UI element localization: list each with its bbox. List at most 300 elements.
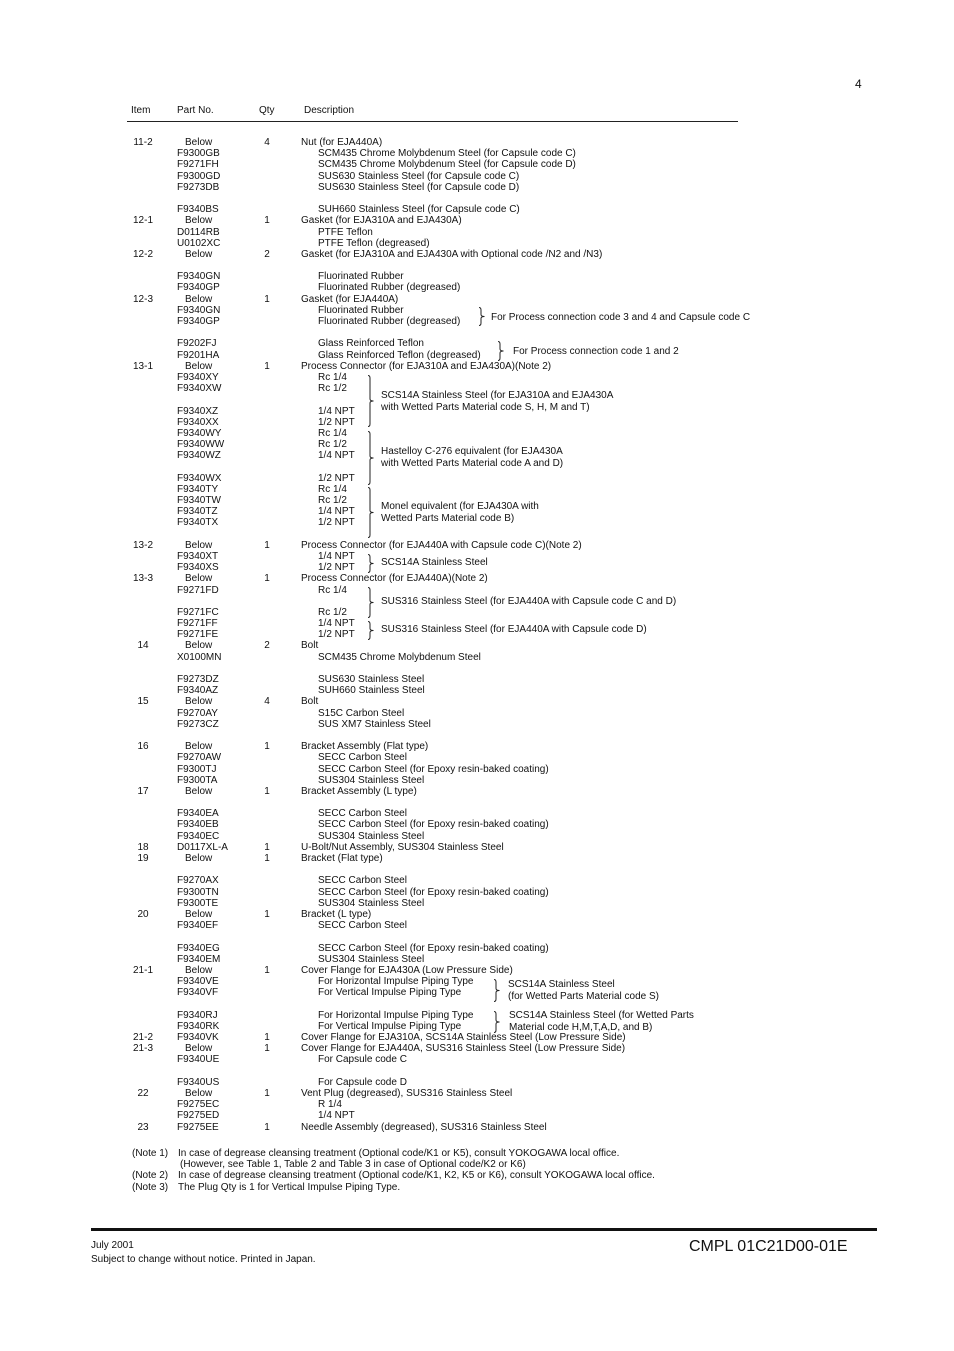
cell-qty: 2 xyxy=(264,640,270,652)
table-row xyxy=(0,875,954,886)
cell-description: SUS304 Stainless Steel xyxy=(318,774,425,786)
cell-description: Glass Reinforced Teflon xyxy=(318,338,424,350)
cell-qty: 1 xyxy=(264,539,270,551)
cell-part-no: F9300TJ xyxy=(177,763,217,775)
cell-part-no: F9271FC xyxy=(177,606,219,618)
cell-part-no: U0102XC xyxy=(177,237,221,249)
cell-item: 13-1 xyxy=(132,360,153,372)
cell-description: SECC Carbon Steel (for Epoxy resin-baked coating) xyxy=(318,819,549,831)
cell-part-no: F9340UE xyxy=(177,1054,220,1066)
cell-item: 16 xyxy=(137,741,149,753)
table-row xyxy=(0,338,954,349)
cell-part-no: F9340EB xyxy=(177,819,219,831)
cell-qty: 1 xyxy=(264,215,270,227)
cell-part-no: F9340AZ xyxy=(177,685,219,697)
cell-part-no: D0117XL-A xyxy=(177,841,228,853)
cell-description: Rc 1/2 xyxy=(318,495,347,506)
cell-item: 21-2 xyxy=(132,1032,153,1043)
table-row xyxy=(0,372,954,383)
cell-part-no: F9202FJ xyxy=(177,338,217,350)
page-number: 4 xyxy=(855,77,862,91)
footer-date: July 2001 xyxy=(91,1240,134,1251)
footer-rule xyxy=(91,1228,877,1231)
cell-part-no: F9340XW xyxy=(177,383,222,395)
header-rule xyxy=(127,121,738,122)
cell-part-no: F9340VE xyxy=(177,976,219,988)
cell-description: Gasket (for EJA440A) xyxy=(301,293,399,305)
brace-icon xyxy=(367,487,375,538)
cell-part-no: F9271FE xyxy=(177,629,219,641)
table-row xyxy=(0,764,954,775)
cell-part-no: F9271FH xyxy=(177,159,219,171)
cell-description: Cover Flange for EJA430A (Low Pressure Side) xyxy=(301,964,513,976)
bracket-text: SCS14A Stainless Steel (for Wetted Parts xyxy=(509,1010,694,1021)
cell-part-no: F9273DZ xyxy=(177,674,219,685)
cell-description: Gasket (for EJA310A and EJA430A with Optional code /N2 and /N3) xyxy=(301,248,603,260)
table-row xyxy=(0,1066,954,1077)
cell-item: 22 xyxy=(137,1087,149,1099)
table-row xyxy=(0,417,954,428)
cell-item: 17 xyxy=(137,785,149,797)
cell-part-no: F9270AX xyxy=(177,875,219,887)
table-row xyxy=(0,752,954,763)
cell-part-no: Below xyxy=(185,573,213,585)
cell-description: Rc 1/2 xyxy=(318,439,347,451)
cell-item: 21-1 xyxy=(132,964,153,976)
cell-description: Rc 1/4 xyxy=(318,584,347,596)
table-row xyxy=(0,182,954,193)
cell-part-no: Below xyxy=(185,853,213,864)
cell-description: Bracket (Flat type) xyxy=(301,853,383,864)
table-row xyxy=(0,943,954,954)
cell-qty: 4 xyxy=(264,137,270,148)
table-row xyxy=(0,931,954,942)
table-row xyxy=(0,227,954,238)
cell-item: 12-2 xyxy=(132,248,153,260)
brace-icon xyxy=(367,621,375,640)
cell-description: Bracket Assembly (L type) xyxy=(301,785,417,797)
cell-part-no: Below xyxy=(185,539,213,551)
table-row xyxy=(0,708,954,719)
table-row xyxy=(0,842,954,853)
cell-description: Cover Flange for EJA440A, SUS316 Stainless Steel (Low Pressure Side) xyxy=(301,1043,626,1055)
note-label: (Note 3) xyxy=(132,1181,169,1193)
cell-description: 1/2 NPT xyxy=(318,517,355,529)
table-row xyxy=(0,1010,954,1021)
bracket-text: with Wetted Parts Material code S, H, M and T) xyxy=(381,401,590,413)
table-row xyxy=(0,954,954,965)
cell-part-no: F9270AY xyxy=(177,707,218,719)
cell-part-no: F9300TN xyxy=(177,886,219,898)
cell-description: SECC Carbon Steel xyxy=(318,808,407,820)
cell-part-no: F9340EA xyxy=(177,808,219,820)
cell-qty: 1 xyxy=(264,1087,270,1099)
bracket-text: Monel equivalent (for EJA430A with xyxy=(381,501,539,512)
table-row xyxy=(0,282,954,293)
table-row xyxy=(0,529,954,540)
cell-part-no: Below xyxy=(185,964,213,976)
bracket-text: Wetted Parts Material code B) xyxy=(381,512,515,524)
cell-description: SECC Carbon Steel (for Epoxy resin-baked coating) xyxy=(318,763,549,775)
cell-description: For Horizontal Impulse Piping Type xyxy=(318,976,474,988)
table-row xyxy=(0,327,954,338)
cell-part-no: F9340VF xyxy=(177,987,219,999)
brace-icon xyxy=(367,554,375,573)
cell-description: 1/4 NPT xyxy=(318,1110,355,1122)
cell-description: For Horizontal Impulse Piping Type xyxy=(318,1009,474,1021)
cell-part-no: F9340TY xyxy=(177,483,219,495)
column-header-qty: Qty xyxy=(259,105,275,116)
table-row xyxy=(0,1099,954,1110)
cell-part-no: F9340EF xyxy=(177,920,219,932)
table-row xyxy=(0,148,954,159)
cell-part-no: X0100MN xyxy=(177,651,222,663)
cell-qty: 1 xyxy=(264,841,270,853)
brace-icon xyxy=(367,587,375,618)
cell-description: 1/2 NPT xyxy=(318,629,355,641)
cell-part-no: F9275EC xyxy=(177,1099,220,1111)
cell-part-no: F9340EG xyxy=(177,942,220,954)
cell-description: R 1/4 xyxy=(318,1099,342,1111)
cell-qty: 1 xyxy=(264,1043,270,1055)
cell-part-no: F9340WX xyxy=(177,472,222,484)
table-row xyxy=(0,238,954,249)
cell-part-no: F9300GD xyxy=(177,170,221,182)
bracket-text: SUS316 Stainless Steel (for EJA440A with Capsule code C and D) xyxy=(381,596,677,607)
cell-part-no: F9340XT xyxy=(177,550,219,562)
cell-description: SUH660 Stainless Steel xyxy=(318,685,425,697)
cell-description: Bracket (L type) xyxy=(301,908,372,920)
cell-description: Fluorinated Rubber (degreased) xyxy=(318,316,461,327)
cell-part-no: F9340BS xyxy=(177,204,219,216)
cell-qty: 1 xyxy=(264,1121,270,1133)
cell-part-no: F9273CZ xyxy=(177,718,219,730)
table-row xyxy=(0,316,954,327)
note-label: (Note 2) xyxy=(132,1170,169,1182)
cell-part-no: F9273DB xyxy=(177,181,220,193)
cell-description: PTFE Teflon (degreased) xyxy=(318,237,430,249)
cell-item: 18 xyxy=(137,841,149,853)
cell-description: U-Bolt/Nut Assembly, SUS304 Stainless Steel xyxy=(301,841,504,853)
note-text: In case of degrease cleansing treatment (Optional code/K1 or K5), consult YOKOGAWA local office. xyxy=(178,1148,620,1159)
cell-qty: 1 xyxy=(264,360,270,372)
cell-description: SUS304 Stainless Steel xyxy=(318,830,425,842)
cell-description: Fluorinated Rubber xyxy=(318,304,404,316)
table-row xyxy=(0,887,954,898)
bracket-text: SCS14A Stainless Steel xyxy=(381,557,488,568)
cell-description: Rc 1/4 xyxy=(318,483,347,495)
cell-description: 1/2 NPT xyxy=(318,562,355,574)
cell-description: SECC Carbon Steel xyxy=(318,875,407,887)
cell-qty: 4 xyxy=(264,696,270,708)
cell-description: Vent Plug (degreased), SUS316 Stainless Steel xyxy=(301,1087,513,1099)
cell-qty: 1 xyxy=(264,573,270,585)
note-text: (However, see Table 1, Table 2 and Table 3 in case of Optional code/K2 or K6) xyxy=(180,1159,526,1171)
cell-description: SCM435 Chrome Molybdenum Steel xyxy=(318,651,481,663)
cell-part-no: F9270AW xyxy=(177,752,222,764)
cell-part-no: Below xyxy=(185,360,213,372)
table-row xyxy=(0,819,954,830)
cell-part-no: F9275EE xyxy=(177,1121,219,1133)
table-row xyxy=(0,573,954,584)
cell-description: 1/4 NPT xyxy=(318,618,355,630)
cell-part-no: D0114RB xyxy=(177,226,220,238)
cell-qty: 1 xyxy=(264,1032,270,1043)
cell-item: 14 xyxy=(137,640,149,652)
table-row xyxy=(0,361,954,372)
cell-description: For Vertical Impulse Piping Type xyxy=(318,1020,462,1032)
document-code: CMPL 01C21D00-01E xyxy=(689,1238,848,1255)
table-row xyxy=(0,215,954,226)
cell-description: For Capsule code C xyxy=(318,1054,407,1066)
cell-description: Fluorinated Rubber xyxy=(318,271,404,283)
table-row xyxy=(0,1043,954,1054)
cell-part-no: F9340XX xyxy=(177,416,219,428)
cell-part-no: F9340GP xyxy=(177,282,220,294)
table-row xyxy=(0,540,954,551)
cell-description: SUS630 Stainless Steel (for Capsule code C) xyxy=(318,170,520,182)
footer-notice: Subject to change without notice. Printed in Japan. xyxy=(91,1254,316,1265)
table-row xyxy=(0,741,954,752)
brace-icon xyxy=(367,431,375,485)
cell-item: 12-3 xyxy=(132,293,153,305)
cell-description: 1/2 NPT xyxy=(318,472,355,484)
table-row xyxy=(0,1122,954,1133)
table-row xyxy=(0,976,954,987)
table-row xyxy=(0,719,954,730)
cell-item: 15 xyxy=(137,696,149,708)
table-row xyxy=(0,674,954,685)
cell-item: 23 xyxy=(137,1121,149,1133)
cell-qty: 1 xyxy=(264,741,270,753)
cell-description: Glass Reinforced Teflon (degreased) xyxy=(318,349,481,361)
table-row xyxy=(0,271,954,282)
table-row xyxy=(0,1077,954,1088)
cell-part-no: F9340RJ xyxy=(177,1009,218,1021)
bracket-text: SCS14A Stainless Steel (for EJA310A and EJA430A xyxy=(381,390,614,401)
bracket-text: Material code H,M,T,A,D, and B) xyxy=(509,1021,653,1033)
table-row xyxy=(0,350,954,361)
table-row xyxy=(0,987,954,998)
cell-part-no: F9340US xyxy=(177,1076,220,1088)
table-row xyxy=(0,428,954,439)
cell-description: Process Connector (for EJA440A)(Note 2) xyxy=(301,573,488,585)
table-row xyxy=(0,1054,954,1065)
column-header-description: Description xyxy=(304,105,355,116)
cell-qty: 1 xyxy=(264,293,270,305)
table-row xyxy=(0,260,954,271)
note-label: (Note 1) xyxy=(132,1148,169,1159)
cell-qty: 2 xyxy=(264,248,270,260)
cell-part-no: Below xyxy=(185,215,213,227)
cell-description: 1/4 NPT xyxy=(318,506,355,518)
table-row xyxy=(0,249,954,260)
cell-part-no: Below xyxy=(185,248,213,260)
cell-description: SECC Carbon Steel (for Epoxy resin-baked coating) xyxy=(318,886,549,898)
cell-description: Process Connector (for EJA310A and EJA430A)(Note 2) xyxy=(301,360,552,372)
cell-description: SUS304 Stainless Steel xyxy=(318,953,425,965)
cell-part-no: Below xyxy=(185,696,213,708)
table-row xyxy=(0,663,954,674)
bracket-text: SUS316 Stainless Steel (for EJA440A with Capsule code D) xyxy=(381,624,647,635)
table-row xyxy=(0,1021,954,1032)
cell-description: SUS304 Stainless Steel xyxy=(318,897,425,909)
table-row xyxy=(0,294,954,305)
table-row xyxy=(0,585,954,596)
cell-description: Nut (for EJA440A) xyxy=(301,137,383,148)
table-row xyxy=(0,853,954,864)
table-row xyxy=(0,137,954,148)
table-row xyxy=(0,159,954,170)
column-header-part-no: Part No. xyxy=(177,105,214,116)
cell-qty: 1 xyxy=(264,853,270,864)
cell-description: Fluorinated Rubber (degreased) xyxy=(318,282,461,294)
cell-description: SUH660 Stainless Steel (for Capsule code C) xyxy=(318,204,520,216)
cell-part-no: F9271FF xyxy=(177,618,218,630)
table-row xyxy=(0,797,954,808)
cell-description: 1/4 NPT xyxy=(318,450,355,462)
table-row xyxy=(0,965,954,976)
cell-description: Bolt xyxy=(301,640,319,652)
cell-description: Rc 1/2 xyxy=(318,606,347,618)
cell-part-no: F9300TA xyxy=(177,774,218,786)
cell-description: Gasket (for EJA310A and EJA430A) xyxy=(301,215,462,227)
cell-part-no: F9340XS xyxy=(177,562,219,574)
cell-part-no: Below xyxy=(185,1043,213,1055)
cell-part-no: Below xyxy=(185,908,213,920)
bracket-text: For Process connection code 3 and 4 and Capsule code C xyxy=(491,312,751,323)
brace-icon xyxy=(478,307,486,326)
cell-item: 20 xyxy=(137,908,149,920)
bracket-text: (for Wetted Parts Material code S) xyxy=(508,990,659,1002)
table-row xyxy=(0,473,954,484)
cell-description: 1/4 NPT xyxy=(318,550,355,562)
cell-qty: 1 xyxy=(264,785,270,797)
cell-description: SUS630 Stainless Steel (for Capsule code D) xyxy=(318,181,520,193)
cell-description: Needle Assembly (degreased), SUS316 Stainless Steel xyxy=(301,1121,547,1133)
bracket-text: For Process connection code 1 and 2 xyxy=(513,346,679,357)
cell-part-no: Below xyxy=(185,137,213,148)
cell-description: Rc 1/4 xyxy=(318,371,347,383)
table-row xyxy=(0,775,954,786)
cell-description: For Capsule code D xyxy=(318,1076,407,1088)
cell-part-no: F9340XY xyxy=(177,371,219,383)
cell-description: 1/4 NPT xyxy=(318,405,355,417)
table-row xyxy=(0,1088,954,1099)
brace-icon xyxy=(493,1011,501,1033)
cell-description: Rc 1/2 xyxy=(318,383,347,395)
cell-part-no: F9340EM xyxy=(177,953,221,965)
cell-part-no: F9340WW xyxy=(177,439,225,451)
cell-description: Cover Flange for EJA310A, SCS14A Stainless Steel (Low Pressure Side) xyxy=(301,1032,626,1043)
cell-description: SECC Carbon Steel xyxy=(318,752,407,764)
brace-icon xyxy=(497,341,505,361)
table-row xyxy=(0,204,954,215)
cell-item: 21-3 xyxy=(132,1043,153,1055)
cell-description: S15C Carbon Steel xyxy=(318,707,405,719)
cell-part-no: F9201HA xyxy=(177,349,220,361)
bracket-text: Hastelloy C-276 equivalent (for EJA430A xyxy=(381,446,563,457)
table-row xyxy=(0,998,954,1009)
cell-qty: 1 xyxy=(264,908,270,920)
table-row xyxy=(0,1110,954,1121)
brace-icon xyxy=(367,375,375,427)
table-row xyxy=(0,696,954,707)
cell-qty: 1 xyxy=(264,964,270,976)
cell-part-no: F9340VK xyxy=(177,1032,219,1043)
brace-icon xyxy=(493,979,501,1002)
cell-part-no: F9340RK xyxy=(177,1020,220,1032)
column-header-item: Item xyxy=(131,105,151,116)
cell-part-no: Below xyxy=(185,741,213,753)
cell-item: 11-2 xyxy=(133,137,153,148)
cell-description: For Vertical Impulse Piping Type xyxy=(318,987,462,999)
table-row xyxy=(0,652,954,663)
table-row xyxy=(0,171,954,182)
table-row xyxy=(0,808,954,819)
cell-item: 19 xyxy=(137,853,149,864)
cell-part-no: F9300GB xyxy=(177,148,220,160)
cell-description: SUS XM7 Stainless Steel xyxy=(318,718,431,730)
cell-description: SECC Carbon Steel (for Epoxy resin-baked coating) xyxy=(318,942,549,954)
table-row xyxy=(0,193,954,204)
cell-description: Bolt xyxy=(301,696,319,708)
table-row xyxy=(0,786,954,797)
table-row xyxy=(0,1032,954,1043)
cell-part-no: F9340WZ xyxy=(177,450,221,462)
cell-part-no: Below xyxy=(185,785,213,797)
cell-part-no: F9340WY xyxy=(177,427,222,439)
table-row xyxy=(0,305,954,316)
cell-description: SCM435 Chrome Molybdenum Steel (for Capsule code C) xyxy=(318,148,576,160)
cell-part-no: Below xyxy=(185,1087,213,1099)
table-row xyxy=(0,685,954,696)
cell-part-no: F9340TZ xyxy=(177,506,218,518)
cell-description: 1/2 NPT xyxy=(318,416,355,428)
cell-part-no: F9340GN xyxy=(177,304,221,316)
cell-part-no: F9275ED xyxy=(177,1110,220,1122)
cell-description: SUS630 Stainless Steel xyxy=(318,674,425,685)
table-row xyxy=(0,898,954,909)
cell-part-no: F9340GN xyxy=(177,271,221,283)
cell-description: PTFE Teflon xyxy=(318,226,373,238)
cell-item: 13-2 xyxy=(132,539,153,551)
cell-part-no: F9340EC xyxy=(177,830,220,842)
table-row xyxy=(0,831,954,842)
cell-part-no: F9300TE xyxy=(177,897,219,909)
cell-part-no: Below xyxy=(185,640,213,652)
cell-item: 12-1 xyxy=(132,215,153,227)
cell-description: Process Connector (for EJA440A with Capsule code C)(Note 2) xyxy=(301,539,582,551)
bracket-text: SCS14A Stainless Steel xyxy=(508,979,615,990)
cell-part-no: F9271FD xyxy=(177,584,219,596)
cell-part-no: F9340XZ xyxy=(177,405,219,417)
cell-description: SCM435 Chrome Molybdenum Steel (for Capsule code D) xyxy=(318,159,576,171)
cell-part-no: F9340GP xyxy=(177,316,220,327)
table-row xyxy=(0,484,954,495)
cell-part-no: F9340TX xyxy=(177,517,219,529)
table-row xyxy=(0,730,954,741)
cell-description: Bracket Assembly (Flat type) xyxy=(301,741,429,753)
cell-description: SECC Carbon Steel xyxy=(318,920,407,932)
table-row xyxy=(0,607,954,618)
cell-part-no: Below xyxy=(185,293,213,305)
table-row xyxy=(0,920,954,931)
note-text: The Plug Qty is 1 for Vertical Impulse Piping Type. xyxy=(178,1181,401,1193)
bracket-text: with Wetted Parts Material code A and D) xyxy=(381,457,564,469)
table-row xyxy=(0,909,954,920)
cell-description: Rc 1/4 xyxy=(318,427,347,439)
